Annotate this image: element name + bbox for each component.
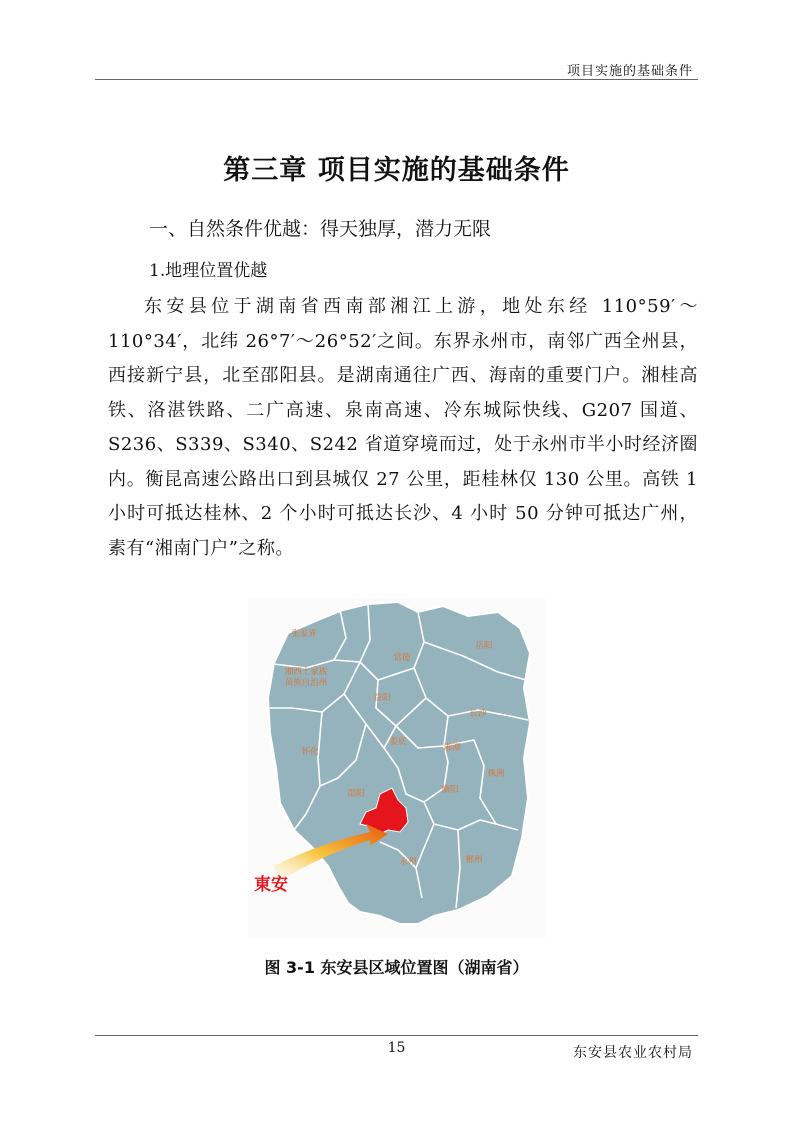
map-svg (248, 598, 546, 938)
map-label-yiyang: 益阳 (373, 693, 391, 703)
chapter-title: 第三章 项目实施的基础条件 (223, 155, 570, 186)
map-label-xiangxi-2: 苗族自治州 (284, 678, 328, 688)
footer-organization: 东安县农业农村局 (573, 1045, 693, 1061)
figure-caption: 图 3-1 东安县区域位置图（湖南省） (264, 958, 529, 977)
map-label-changsha: 长沙 (469, 709, 487, 719)
running-header: 项目实施的基础条件 (566, 64, 693, 79)
map-label-chenzhou: 郴州 (465, 855, 483, 865)
map-label-xiangxi-1: 湘西土家族 (284, 667, 328, 677)
dongan-callout-label: 東安 (254, 875, 288, 895)
map-label-zhangjiajie: 张家界 (291, 629, 317, 639)
map-label-huaihua: 怀化 (301, 747, 319, 757)
map-label-yueyang: 岳阳 (475, 641, 493, 651)
map-label-hengyang: 衡阳 (441, 785, 459, 795)
map-label-changde: 常德 (393, 653, 411, 663)
section-heading: 一、自然条件优越：得天独厚，潜力无限 (149, 218, 492, 240)
body-paragraph: 东安县位于湖南省西南部湘江上游，地处东经 110°59′～110°34′，北纬 26°7′～26°52′之间。东界永州市，南邻广西全州县，西接新宁县，北至邵阳县。是湖南通往广西、海南的重要门户。湘桂高铁、洛湛铁路、二广高速、泉南高速、冷东城际快线、G207 国道、S236、S339、S340、S242 省道穿境而过，处于永州市半小时经济圈内。衡昆高速公路出口到县城仅 27 公里，距桂林仅 130 公里。高铁 1 小时可抵达桂林、2 个小时可抵达长沙、4 小时 50 分钟可抵达广州，素有“湘南门户”之称。 (108, 296, 698, 559)
map-label-shaoyang: 邵阳 (347, 789, 365, 799)
map-label-loudi: 娄底 (389, 737, 407, 747)
hunan-location-map (248, 598, 546, 938)
page-number: 15 (387, 1040, 406, 1056)
map-label-xiangtan: 湘潭 (443, 743, 461, 753)
header-rule (95, 79, 698, 80)
footer-rule (95, 1035, 698, 1036)
map-label-yongzhou: 永州 (399, 857, 417, 867)
subsection-heading: 1.地理位置优越 (149, 261, 268, 281)
map-label-zhuzhou: 株洲 (487, 769, 505, 779)
